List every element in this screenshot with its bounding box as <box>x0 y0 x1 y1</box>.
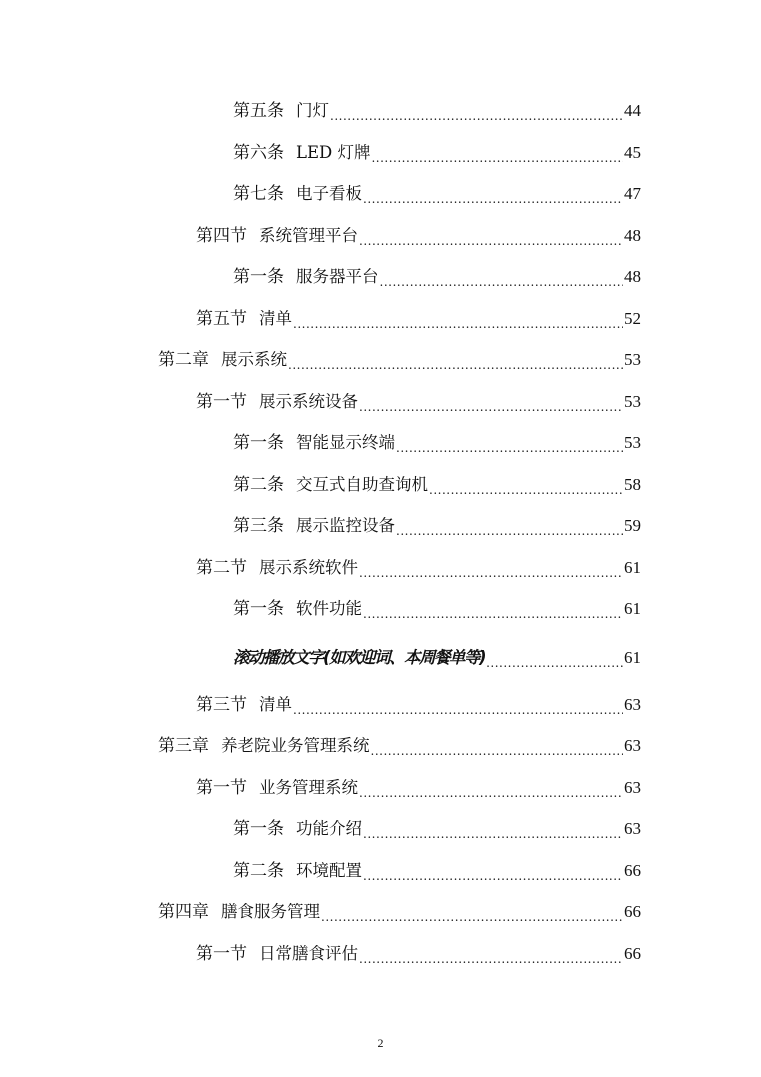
toc-entry-number: 第一节 <box>196 392 247 412</box>
toc-entry[interactable] <box>233 641 641 669</box>
toc-entry-number: 第四节 <box>196 226 247 246</box>
toc-entry-title: 养老院业务管理系统 <box>221 736 370 755</box>
toc-entry-page: 63 <box>624 695 641 714</box>
toc-entry-number: 第一节 <box>196 944 247 964</box>
toc-entry-title: 系统管理平台 <box>259 226 358 245</box>
toc-entry-title: 膳食服务管理 <box>221 902 320 921</box>
toc-entry-page: 53 <box>624 433 641 452</box>
toc-entry-page: 45 <box>624 143 641 162</box>
toc-entry-title: 业务管理系统 <box>259 778 358 797</box>
toc-entry[interactable] <box>233 177 641 205</box>
toc-entry[interactable] <box>233 509 641 537</box>
toc-entry[interactable] <box>196 219 641 247</box>
toc-entry[interactable] <box>233 94 641 122</box>
toc-entry[interactable] <box>196 937 641 965</box>
toc-entry-number: 第三条 <box>233 516 284 536</box>
toc-entry-page: 61 <box>624 558 641 577</box>
toc-entry-page: 58 <box>624 475 641 494</box>
toc-entry-number: 第五节 <box>196 309 247 329</box>
toc-entry-page: 47 <box>624 184 641 203</box>
toc-entry[interactable] <box>158 343 641 371</box>
toc-entry-page: 53 <box>624 392 641 411</box>
toc-entry-page: 63 <box>624 736 641 755</box>
dot-leader <box>330 100 623 122</box>
toc-entry-number: 第一节 <box>196 778 247 798</box>
dot-leader <box>359 777 623 799</box>
toc-entry-title: LED 灯牌 <box>296 143 371 162</box>
toc-entry-title: 功能介绍 <box>296 819 362 838</box>
toc-entry[interactable] <box>233 468 641 496</box>
toc-entry-number: 第一条 <box>233 433 284 453</box>
toc-entry-page: 63 <box>624 819 641 838</box>
toc-entry-number: 第二条 <box>233 475 284 495</box>
toc-entry-number: 第五条 <box>233 101 284 121</box>
dot-leader <box>359 943 623 965</box>
toc-entry-title: 门灯 <box>296 101 329 120</box>
dot-leader <box>321 901 623 923</box>
toc-entry-title: 展示监控设备 <box>296 516 395 535</box>
toc-entry-title: 滚动播放文字(如欢迎词、本周餐单等) <box>233 648 486 667</box>
toc-entry[interactable] <box>233 426 641 454</box>
toc-entry-title: 服务器平台 <box>296 267 379 286</box>
toc-entry-title: 清单 <box>259 695 292 714</box>
dot-leader <box>363 183 623 205</box>
dot-leader <box>363 818 623 840</box>
toc-entry-title: 电子看板 <box>296 184 362 203</box>
toc-entry-title: 清单 <box>259 309 292 328</box>
toc-entry-title: 展示系统 <box>221 350 287 369</box>
toc-entry[interactable] <box>196 551 641 579</box>
toc-entry-number: 第一条 <box>233 599 284 619</box>
dot-leader <box>363 598 623 620</box>
toc-entry-page: 61 <box>624 648 641 667</box>
toc-entry-page: 48 <box>624 267 641 286</box>
toc-entry[interactable] <box>233 812 641 840</box>
dot-leader <box>359 557 623 579</box>
toc-entry[interactable] <box>233 260 641 288</box>
dot-leader <box>293 694 623 716</box>
toc-entry[interactable] <box>158 895 641 923</box>
toc-entry-title: 交互式自助查询机 <box>296 475 428 494</box>
toc-entry[interactable] <box>196 771 641 799</box>
toc-entry-page: 48 <box>624 226 641 245</box>
toc-entry-number: 第二章 <box>158 350 209 370</box>
toc-entry-number: 第四章 <box>158 902 209 922</box>
toc-entry-page: 63 <box>624 778 641 797</box>
toc-entry-title: 日常膳食评估 <box>259 944 358 963</box>
dot-leader <box>288 349 623 371</box>
toc-entry-number: 第一条 <box>233 819 284 839</box>
toc-entry-page: 53 <box>624 350 641 369</box>
dot-leader <box>380 266 624 288</box>
toc-entry[interactable] <box>196 385 641 413</box>
toc-entry[interactable] <box>196 688 641 716</box>
toc-entry-number: 第二条 <box>233 861 284 881</box>
toc-entry[interactable] <box>233 854 641 882</box>
toc-entry-number: 第一条 <box>233 267 284 287</box>
toc-entry-title: 软件功能 <box>296 599 362 618</box>
dot-leader <box>371 735 624 757</box>
dot-leader <box>396 432 623 454</box>
dot-leader <box>359 391 623 413</box>
toc-entry[interactable] <box>233 136 641 164</box>
toc-entry-number: 第七条 <box>233 184 284 204</box>
dot-leader <box>359 225 623 247</box>
toc-entry-number: 第三节 <box>196 695 247 715</box>
page-number: 2 <box>377 1036 384 1050</box>
dot-leader <box>486 647 623 669</box>
dot-leader <box>371 142 623 164</box>
toc-entry-title: 展示系统软件 <box>259 558 358 577</box>
dot-leader <box>396 515 623 537</box>
toc-entry[interactable] <box>196 302 641 330</box>
toc-entry-page: 66 <box>624 944 641 963</box>
toc-entry[interactable] <box>233 592 641 620</box>
toc-entry-number: 第二节 <box>196 558 247 578</box>
toc-entry-page: 61 <box>624 599 641 618</box>
dot-leader <box>363 860 623 882</box>
toc-entry-page: 66 <box>624 861 641 880</box>
toc-entry-number: 第六条 <box>233 143 284 163</box>
toc-entry-page: 52 <box>624 309 641 328</box>
toc-entry-number: 第三章 <box>158 736 209 756</box>
toc-entry-page: 59 <box>624 516 641 535</box>
toc-entry-title: 智能显示终端 <box>296 433 395 452</box>
toc-entry-page: 44 <box>624 101 641 120</box>
dot-leader <box>293 308 623 330</box>
toc-entry-title: 展示系统设备 <box>259 392 358 411</box>
toc-entry[interactable] <box>158 729 641 757</box>
toc-entry-page: 66 <box>624 902 641 921</box>
dot-leader <box>429 474 623 496</box>
toc-entry-title: 环境配置 <box>296 861 362 880</box>
